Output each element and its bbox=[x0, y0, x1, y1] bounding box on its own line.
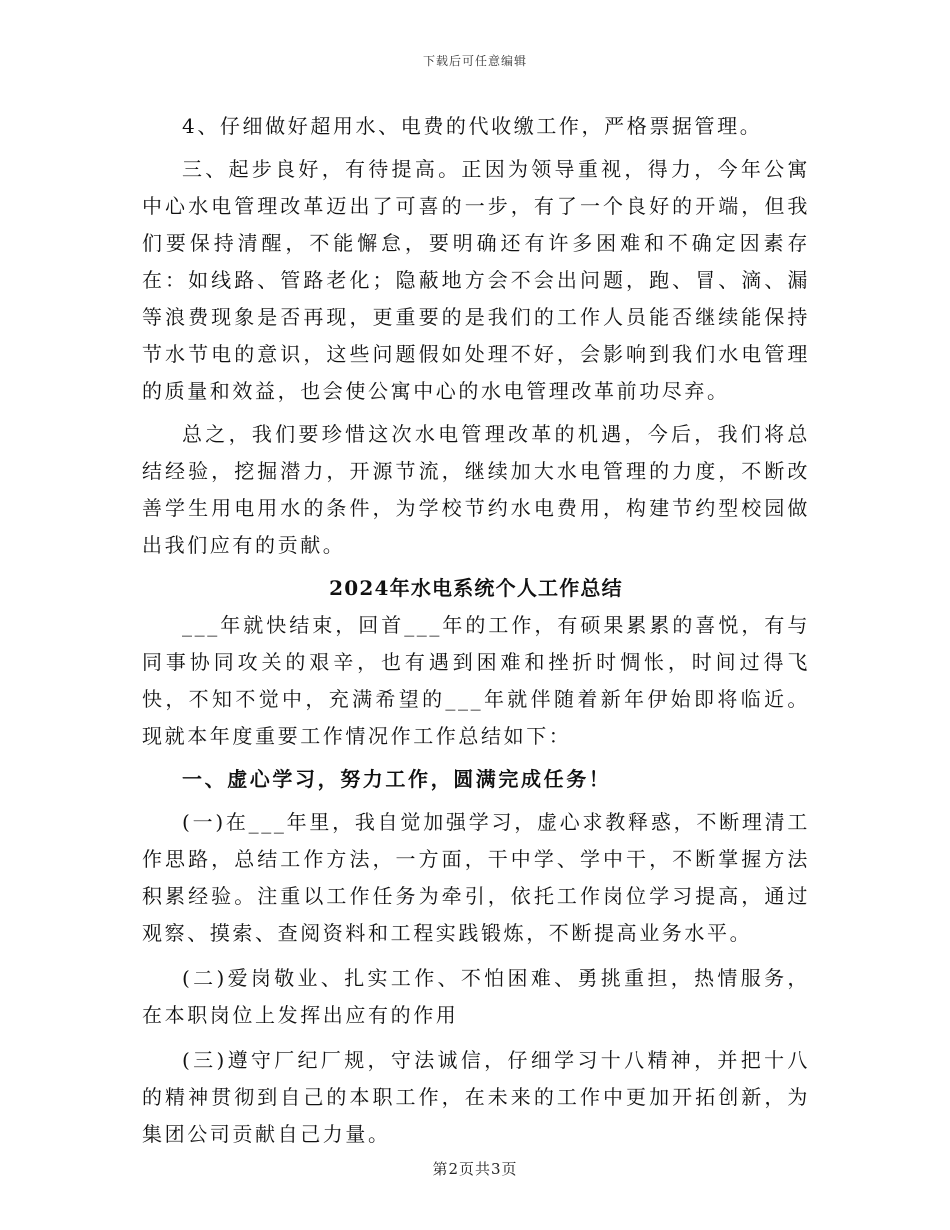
paragraph-item-two: (二)爱岗敬业、扎实工作、不怕困难、勇挑重担，热情服务，在本职岗位上发挥出应有的作用 bbox=[142, 966, 810, 1027]
paragraph-conclusion: 总之，我们要珍惜这次水电管理改革的机遇，今后，我们将总结经验，挖掘潜力，开源节流，继续加大水电管理的力度，不断改善学生用电用水的条件，为学校节约水电费用，构建节约型校园做出我们应有的贡献。 bbox=[142, 422, 810, 557]
paragraph-item-three: (三)遵守厂纪厂规，守法诚信，仔细学习十八精神，并把十八的精神贯彻到自己的本职工作，在未来的工作中更加开拓创新，为集团公司贡献自己力量。 bbox=[142, 1048, 810, 1146]
paragraph-section-three: 三、起步良好，有待提高。正因为领导重视，得力，今年公寓中心水电管理改革迈出了可喜的一步，有了一个良好的开端，但我们要保持清醒，不能懈怠，要明确还有许多困难和不确定因素存在：如线路、管路老化；隐蔽地方会不会出问题，跑、冒、滴、漏等浪费现象是否再现，更重要的是我们的工作人员能否继续能保持节水节电的意识，这些问题假如处理不好，会影响到我们水电管理的质量和效益，也会使公寓中心的水电管理改革前功尽弃。 bbox=[142, 157, 810, 403]
page-header: 下载后可任意编辑 bbox=[422, 54, 527, 68]
paragraph-billing: 4、仔细做好超用水、电费的代收缴工作，严格票据管理。 bbox=[182, 114, 763, 138]
paragraph-intro: ___年就快结束，回首___年的工作，有硕果累累的喜悦，有与同事协同攻关的艰辛，也有遇到困难和挫折时惆怅，时间过得飞快，不知不觉中，充满希望的___年就伴随着新年伊始即将临近。现就本年度重要工作情况作工作总结如下： bbox=[142, 613, 810, 748]
section-title: 2024年水电系统个人工作总结 bbox=[329, 576, 623, 600]
paragraph-item-one: (一)在___年里，我自觉加强学习，虚心求教释惑，不断理清工作思路，总结工作方法，一方面，干中学、学中干，不断掌握方法积累经验。注重以工作任务为牵引，依托工作岗位学习提高，通过观察、摸索、查阅资料和工程实践锻炼，不断提高业务水平。 bbox=[142, 810, 810, 945]
subheading-learning: 一、虚心学习，努力工作，圆满完成任务！ bbox=[182, 767, 612, 791]
page-number: 第2页共3页 bbox=[432, 1160, 518, 1178]
document-body bbox=[142, 108, 810, 1153]
